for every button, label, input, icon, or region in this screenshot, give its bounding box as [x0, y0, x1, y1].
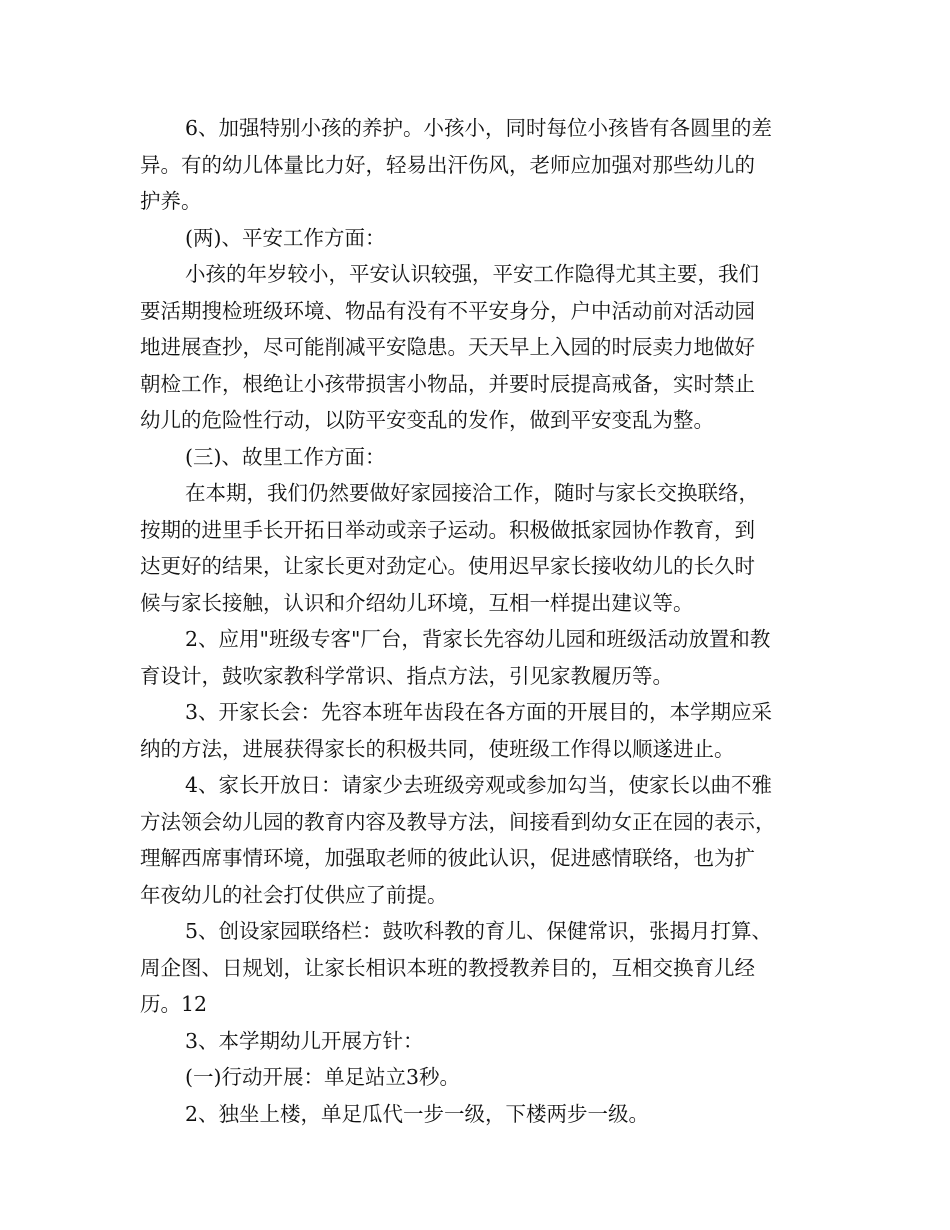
text-line: 历。12	[140, 992, 208, 1016]
text-line: 2、应用"班级专客"厂台，背家长先容幼儿园和班级活动放置和教	[185, 627, 771, 651]
text-line: 朝检工作，根绝让小孩带损害小物品，并要时辰提高戒备，实时禁止	[140, 371, 755, 396]
text-line: 候与家长接触，认识和介绍幼儿环境，互相一样提出建议等。	[140, 590, 694, 615]
document-body	[140, 110, 840, 1132]
text-line: 达更好的结果，让家长更对劲定心。使用迟早家长接收幼儿的长久时	[140, 554, 755, 578]
text-line: 6、加强特别小孩的养护。小孩小，同时每位小孩皆有各圆里的差	[185, 116, 773, 140]
text-line: 2、独坐上楼，单足瓜代一步一级，下楼两步一级。	[185, 1101, 650, 1126]
text-line: 纳的方法，进展获得家长的积极共同，使班级工作得以顺遂进止。	[140, 736, 735, 761]
text-line: 按期的进里手长开拓日举动或亲子运动。积极做抵家园协作教育，到	[140, 517, 755, 542]
text-line: 异。有的幼儿体量比力好，轻易出汗伤风，老师应加强对那些幼儿的	[140, 152, 755, 177]
text-line: 在本期，我们仍然要做好家园接洽工作，随时与家长交换联络，	[185, 481, 759, 505]
text-line: 护养。	[140, 189, 202, 213]
text-line: 3、本学期幼儿开展方针：	[185, 1028, 424, 1053]
text-line: 5、创设家园联络栏：鼓吹科教的育儿、保健常识，张揭月打算、	[185, 919, 773, 943]
text-line: 幼儿的危险性行动，以防平安变乱的发作，做到平安变乱为整。	[140, 408, 714, 432]
text-line: (三)、故里工作方面：	[185, 444, 386, 469]
text-line: 理解西席事情环境，加强取老师的彼此认识，促进感情联络，也为扩	[140, 846, 755, 870]
text-line: 方法领会幼儿园的教育内容及教导方法，间接看到幼女正在园的表示，	[140, 809, 776, 834]
text-line: 4、家长开放日：请家少去班级旁观或参加勾当，使家长以曲不雅	[185, 773, 773, 797]
text-line: (两)、平安工作方面：	[185, 225, 386, 250]
text-line: (一)行动开展：单足站立3秒。	[185, 1065, 461, 1089]
text-line: 3、开家长会：先容本班年齿段在各方面的开展目的，本学期应采	[185, 700, 773, 724]
text-block	[140, 110, 840, 1132]
text-line: 育设计，鼓吹家教科学常识、指点方法，引见家教履历等。	[140, 663, 673, 688]
text-line: 地进展查抄，尽可能削减平安隐患。天天早上入园的时辰卖力地做好	[140, 335, 755, 359]
text-line: 要活期搜检班级环境、物品有没有不平安身分，户中活动前对活动园	[140, 298, 755, 323]
text-line: 年夜幼儿的社会打仗供应了前提。	[140, 882, 448, 907]
text-line: 周企图、日规划，让家长相识本班的教授教养目的，互相交换育儿经	[140, 955, 755, 980]
text-line: 小孩的年岁较小，平安认识较强，平安工作隐得尤其主要，我们	[185, 262, 759, 286]
